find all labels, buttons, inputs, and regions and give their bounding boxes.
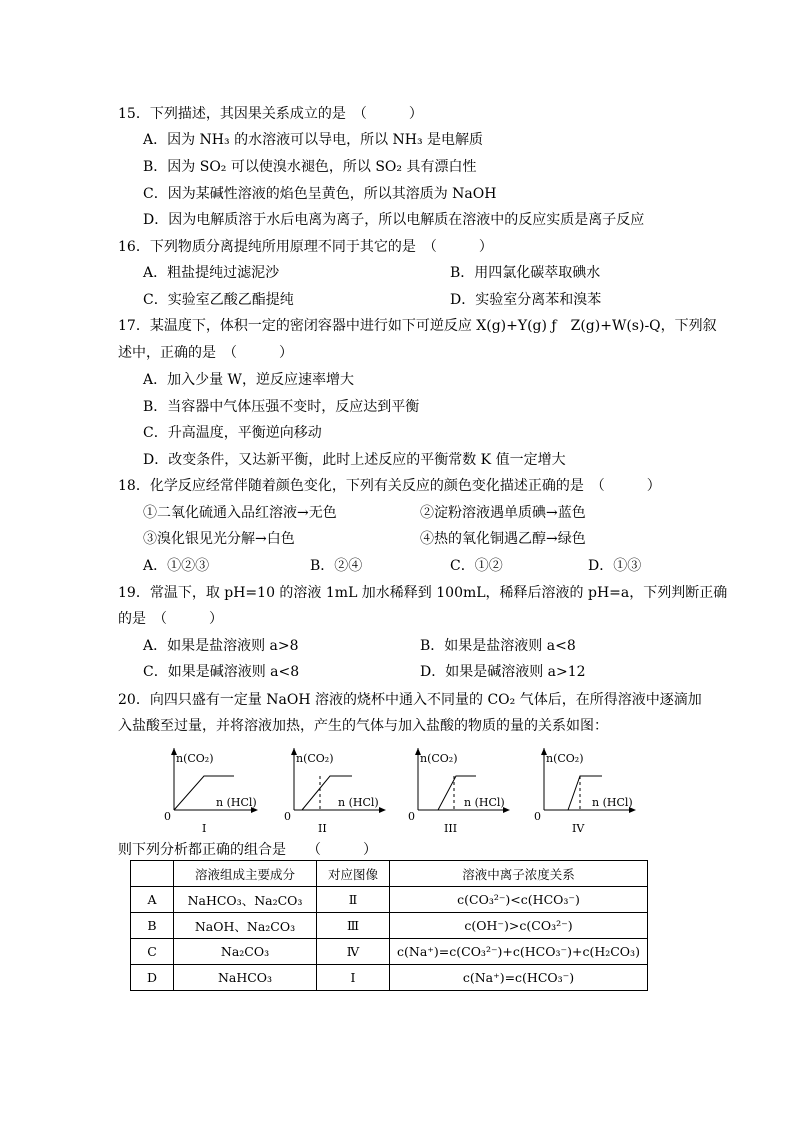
graph-iv-label: IV (572, 822, 585, 835)
graph-i (160, 748, 260, 838)
q15-option-d[interactable]: D．因为电解质溶于水后电离为离子，所以电解质在溶液中的反应实质是离子反应 (143, 212, 645, 228)
graph-i-xlabel: n (HCl) (216, 796, 257, 809)
graph-iii-label: III (444, 822, 458, 835)
graph-i-plot (160, 748, 260, 838)
graph-ii-x-arrow (379, 807, 386, 813)
table-cell: Ⅳ (317, 939, 390, 965)
graph-ii-origin: 0 (284, 810, 291, 823)
graph-iv (530, 748, 633, 838)
graph-i-origin: 0 (164, 810, 171, 823)
q16-option-d[interactable]: D．实验室分离苯和溴苯 (450, 292, 602, 308)
graph-i-label: I (202, 822, 207, 835)
q19-option-a[interactable]: A．如果是盐溶液则 a>8 (143, 638, 299, 654)
q17-option-a[interactable]: A．加入少量 W，逆反应速率增大 (143, 372, 354, 388)
table-cell: c(CO₃²⁻)<c(HCO₃⁻) (390, 887, 648, 913)
q18-item-3: ③溴化银见光分解→白色 (143, 531, 295, 547)
q15-stem: 15．下列描述，其因果关系成立的是 （ ） (118, 106, 423, 122)
graph-iii-plot (404, 748, 514, 838)
table-cell: C (131, 939, 174, 965)
table-cell: NaHCO₃、Na₂CO₃ (174, 887, 317, 913)
graph-ii-plot (280, 748, 390, 838)
table-cell: D (131, 965, 174, 991)
graph-ii-label: II (318, 822, 327, 835)
graph-i-ylabel: n(CO₂) (176, 752, 214, 765)
q18-option-b[interactable]: B．②④ (310, 558, 363, 574)
table-header-cell (131, 861, 174, 887)
q16-option-b[interactable]: B．用四氯化碳萃取碘水 (450, 265, 601, 281)
graph-iii-ylabel: n(CO₂) (420, 752, 458, 765)
table-cell: c(Na⁺)=c(CO₃²⁻)+c(HCO₃⁻)+c(H₂CO₃) (390, 939, 648, 965)
graph-iv-ylabel: n(CO₂) (546, 752, 584, 765)
q20-stem-line1: 20．向四只盛有一定量 NaOH 溶液的烧杯中通入不同量的 CO₂ 气体后，在所得溶液中逐滴加 (118, 692, 702, 708)
graph-ii-aux (320, 776, 330, 810)
q18-option-c[interactable]: C．①② (450, 558, 503, 574)
table-cell: c(OH⁻)>c(CO₃²⁻) (390, 913, 648, 939)
table-cell: B (131, 913, 174, 939)
q20-answer-table (130, 860, 648, 991)
q16-stem: 16．下列物质分离提纯所用原理不同于其它的是 （ ） (118, 239, 493, 255)
q18-item-4: ④热的氧化铜遇乙醇→绿色 (420, 531, 586, 547)
q17-option-c[interactable]: C．升高温度，平衡逆向移动 (143, 425, 322, 441)
q15-option-a[interactable]: A．因为 NH₃ 的水溶液可以导电，所以 NH₃ 是电解质 (143, 132, 484, 148)
graph-ii-ylabel: n(CO₂) (296, 752, 334, 765)
q17-stem-line1: 17．某温度下，体积一定的密闭容器中进行如下可逆反应 X(g)+Y(g) ƒ Z(g)+W(s)-Q，下列叙 (118, 318, 717, 334)
q17-option-b[interactable]: B．当容器中气体压强不变时，反应达到平衡 (143, 399, 420, 415)
q19-option-c[interactable]: C．如果是碱溶液则 a<8 (143, 664, 300, 680)
table-cell: NaOH、Na₂CO₃ (174, 913, 317, 939)
q20-stem-line2: 入盐酸至过量，并将溶液加热，产生的气体与加入盐酸的物质的量的关系如图： (118, 718, 608, 734)
table-cell: NaHCO₃ (174, 965, 317, 991)
table-row[interactable] (131, 939, 648, 965)
q20-graphs (160, 748, 660, 838)
graph-iv-origin: 0 (534, 810, 541, 823)
table-header-cell: 溶液中离子浓度关系 (390, 861, 648, 887)
table-row[interactable] (131, 965, 648, 991)
graph-ii-xlabel: n (HCl) (338, 796, 379, 809)
q18-item-1: ①二氧化硫通入品红溶液→无色 (143, 505, 337, 521)
table-row[interactable] (131, 913, 648, 939)
q16-option-c[interactable]: C．实验室乙酸乙酯提纯 (143, 292, 294, 308)
q19-stem-line1: 19．常温下，取 pH=10 的溶液 1mL 加水稀释到 100mL，稀释后溶液的 pH=a，下列判断正确 (118, 585, 728, 601)
q15-option-c[interactable]: C．因为某碱性溶液的焰色呈黄色，所以其溶质为 NaOH (143, 186, 497, 202)
q19-option-b[interactable]: B．如果是盐溶液则 a<8 (420, 638, 576, 654)
q15-option-b[interactable]: B．因为 SO₂ 可以使溴水褪色，所以 SO₂ 具有漂白性 (143, 159, 477, 175)
table-cell: Ⅲ (317, 913, 390, 939)
table-cell: c(Na⁺)=c(HCO₃⁻) (390, 965, 648, 991)
graph-iii-xlabel: n (HCl) (464, 796, 505, 809)
graph-iii-origin: 0 (408, 810, 415, 823)
table-cell: I (317, 965, 390, 991)
q20-stem-line3: 则下列分析都正确的组合是 （ ） (118, 842, 377, 858)
table-cell: Na₂CO₃ (174, 939, 317, 965)
q18-option-a[interactable]: A．①②③ (143, 558, 210, 574)
table-header-cell: 对应图像 (317, 861, 390, 887)
q19-stem-line2: 的是 （ ） (118, 611, 223, 627)
table-cell: A (131, 887, 174, 913)
graph-ii (280, 748, 380, 838)
graph-iv-xlabel: n (HCl) (592, 796, 633, 809)
table-header-cell: 溶液组成主要成分 (174, 861, 317, 887)
graph-iii (404, 748, 504, 838)
q18-item-2: ②淀粉溶液遇单质碘→蓝色 (420, 505, 586, 521)
q17-option-d[interactable]: D．改变条件，又达新平衡，此时上述反应的平衡常数 K 值一定增大 (143, 452, 566, 468)
table-row[interactable] (131, 887, 648, 913)
q17-stem-line2: 述中，正确的是 （ ） (118, 345, 293, 361)
table-cell: Ⅱ (317, 887, 390, 913)
q16-option-a[interactable]: A．粗盐提纯过滤泥沙 (143, 265, 280, 281)
q18-option-d[interactable]: D．①③ (588, 558, 642, 574)
table-header-row (131, 861, 648, 887)
q19-option-d[interactable]: D．如果是碱溶液则 a>12 (420, 664, 586, 680)
q18-stem: 18．化学反应经常伴随着颜色变化，下列有关反应的颜色变化描述正确的是 （ ） (118, 478, 661, 494)
graph-iv-plot (530, 748, 640, 838)
